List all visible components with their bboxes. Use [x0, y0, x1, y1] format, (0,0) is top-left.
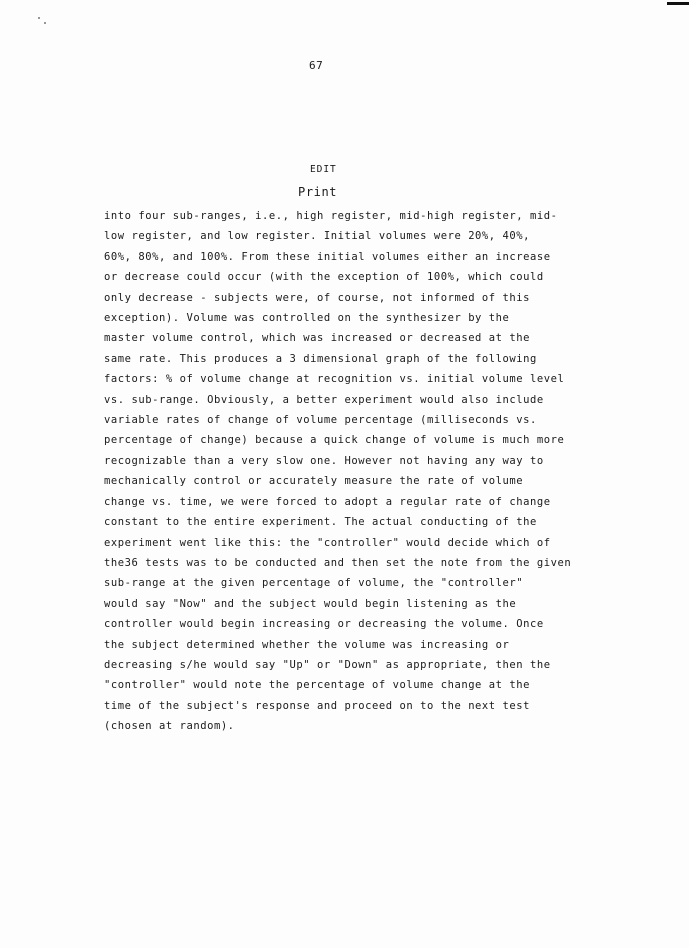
text-line: controller would begin increasing or decreasing the volume. Once	[104, 618, 544, 631]
text-line: would say "Now" and the subject would begin listening as the	[104, 597, 517, 610]
text-line: only decrease - subjects were, of course, not informed of this	[104, 291, 531, 304]
text-line: change vs. time, we were forced to adopt a regular rate of change	[104, 495, 551, 508]
text-line: decreasing s/he would say "Up" or "Down" as appropriate, then the	[104, 658, 551, 671]
edit-label: EDIT	[310, 164, 337, 175]
text-line: the subject determined whether the volume was increasing or	[104, 638, 510, 651]
text-line: mechanically control or accurately measure the rate of volume	[104, 475, 524, 488]
text-line: low register, and low register. Initial volumes were 20%, 40%,	[104, 230, 531, 243]
body-paragraph	[104, 206, 584, 737]
text-line: recognizable than a very slow one. However not having any way to	[104, 454, 544, 467]
text-line: vs. sub-range. Obviously, a better experiment would also include	[104, 393, 544, 406]
scan-speck	[44, 22, 46, 24]
text-line: percentage of change) because a quick change of volume is much more	[104, 434, 565, 447]
text-line: constant to the entire experiment. The actual conducting of the	[104, 516, 537, 529]
text-line: same rate. This produces a 3 dimensional graph of the following	[104, 352, 537, 365]
text-line: the36 tests was to be conducted and then set the note from the given	[104, 556, 572, 569]
text-line: "controller" would note the percentage of volume change at the	[104, 679, 531, 692]
text-line: factors: % of volume change at recognition vs. initial volume level	[104, 373, 565, 386]
text-line: 60%, 80%, and 100%. From these initial volumes either an increase	[104, 250, 551, 263]
print-label: Print	[298, 185, 338, 199]
page-number: 67	[309, 59, 324, 72]
text-line: sub-range at the given percentage of volume, the "controller"	[104, 577, 524, 590]
text-line: (chosen at random).	[104, 720, 235, 733]
text-line: exception). Volume was controlled on the synthesizer by the	[104, 312, 510, 325]
text-line: into four sub-ranges, i.e., high register, mid-high register, mid-	[104, 210, 558, 222]
text-line: master volume control, which was increased or decreased at the	[104, 332, 531, 345]
text-line: time of the subject's response and proceed on to the next test	[104, 699, 531, 712]
scan-edge-mark	[667, 2, 689, 5]
text-line: variable rates of change of volume percentage (milliseconds vs.	[104, 414, 537, 427]
scan-speck	[38, 17, 40, 19]
text-line: or decrease could occur (with the exception of 100%, which could	[104, 271, 544, 284]
text-line: experiment went like this: the "controller" would decide which of	[104, 536, 551, 549]
